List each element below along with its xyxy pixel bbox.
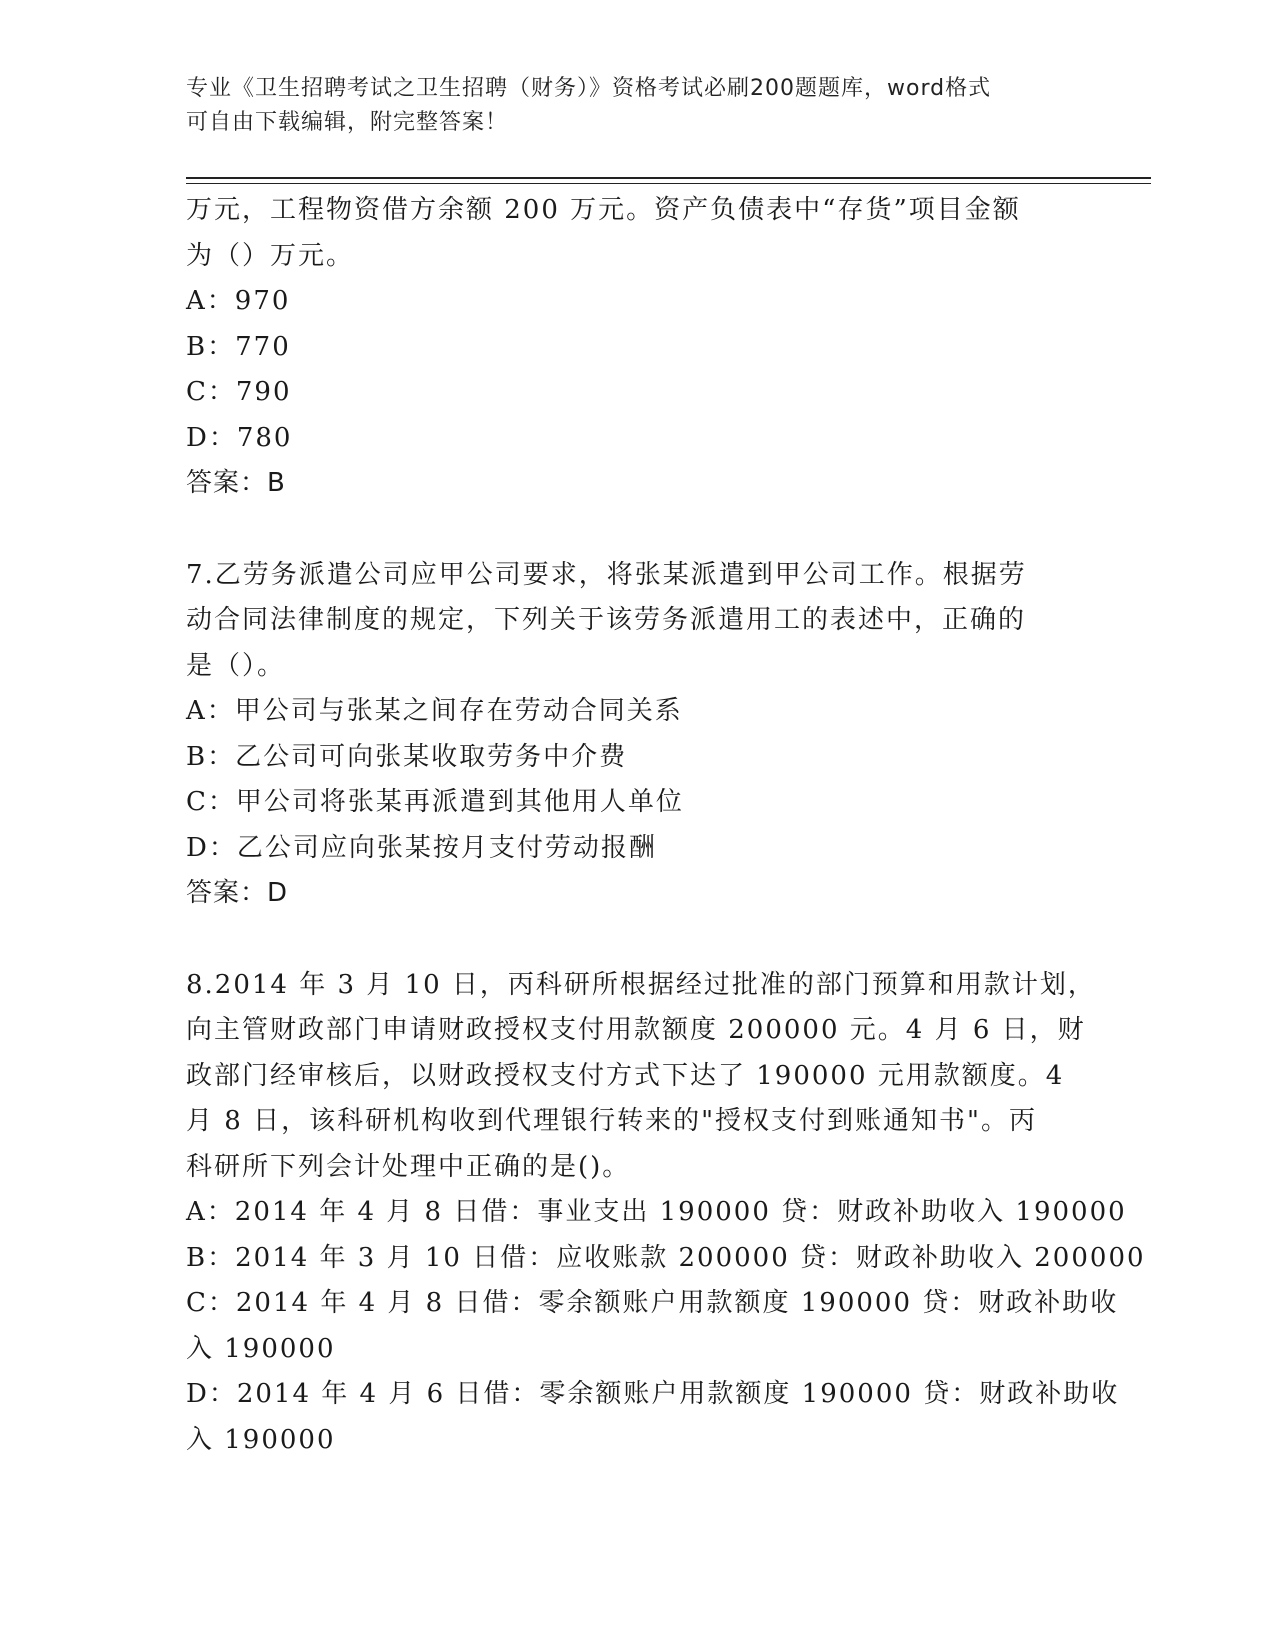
answer-line: 答案：B [186, 468, 286, 498]
question-8 [186, 963, 1146, 1464]
option-a: A：970 [186, 286, 291, 316]
header-line-2: 可自由下载编辑，附完整答案！ [186, 110, 509, 135]
question-stem-line: 是（）。 [186, 650, 286, 681]
option-d-continued: 入 190000 [186, 1424, 336, 1455]
question-stem-line: 7.乙劳务派遣公司应甲公司要求，将张某派遣到甲公司工作。根据劳 [186, 559, 1027, 590]
document-body [186, 188, 1146, 1463]
option-b: B：2014 年 3 月 10 日借：应收账款 200000 贷：财政补助收入 200000 [186, 1242, 1146, 1273]
answer-line: 答案：D [186, 878, 289, 908]
header-rule-thin [186, 183, 1151, 184]
option-c: C：甲公司将张某再派遣到其他用人单位 [186, 787, 684, 817]
question-stem-line: 8.2014 年 3 月 10 日，丙科研所根据经过批准的部门预算和用款计划， [186, 969, 1096, 1000]
option-d: D：2014 年 4 月 6 日借：零余额账户用款额度 190000 贷：财政补助收 [186, 1379, 1120, 1409]
option-a: A：2014 年 4 月 8 日借：事业支出 190000 贷：财政补助收入 190000 [186, 1197, 1127, 1227]
header-line-1: 专业《卫生招聘考试之卫生招聘（财务）》资格考试必刷200题题库，word格式 [186, 76, 992, 101]
question-stem-line: 为（）万元。 [186, 240, 355, 271]
option-d: D：780 [186, 422, 293, 453]
option-c: C：2014 年 4 月 8 日借：零余额账户用款额度 190000 贷：财政补助收 [186, 1288, 1119, 1318]
spacer [186, 917, 1066, 963]
document-header [186, 72, 1066, 140]
question-stem-line: 动合同法律制度的规定，下列关于该劳务派遣用工的表述中，正确的 [186, 605, 1027, 635]
option-d: D：乙公司应向张某按月支付劳动报酬 [186, 832, 657, 863]
spacer [186, 507, 1066, 553]
option-c-continued: 入 190000 [186, 1333, 336, 1364]
question-6 [186, 188, 1066, 507]
question-stem-line: 科研所下列会计处理中正确的是()。 [186, 1151, 631, 1182]
header-rule-thick [186, 177, 1151, 179]
option-a: A：甲公司与张某之间存在劳动合同关系 [186, 696, 683, 726]
question-stem-line: 政部门经审核后，以财政授权支付方式下达了 190000 元用款额度。4 [186, 1060, 1065, 1091]
question-stem-line: 万元，工程物资借方余额 200 万元。资产负债表中“存货”项目金额 [186, 195, 1021, 225]
option-c: C：790 [186, 377, 292, 407]
option-b: B：乙公司可向张某收取劳务中介费 [186, 741, 628, 772]
option-b: B：770 [186, 331, 291, 362]
question-stem-line: 向主管财政部门申请财政授权支付用款额度 200000 元。4 月 6 日，财 [186, 1015, 1086, 1045]
question-7 [186, 553, 1066, 917]
question-stem-line: 月 8 日，该科研机构收到代理银行转来的"授权支付到账通知书"。丙 [186, 1106, 1037, 1136]
